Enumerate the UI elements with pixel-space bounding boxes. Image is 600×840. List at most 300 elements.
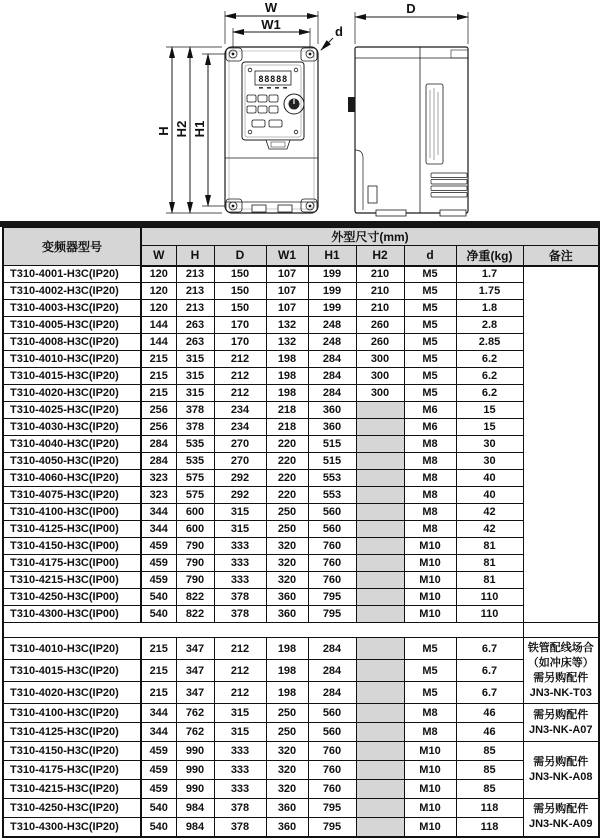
cell-W: 215 (141, 638, 176, 660)
cell-model: T310-4025-H3C(IP20) (3, 402, 141, 419)
cell-d: M6 (404, 419, 456, 436)
cell-W1: 250 (266, 521, 308, 538)
cell-H1: 795 (308, 589, 356, 606)
dim-label-w: W (264, 0, 278, 15)
cell-model: T310-4100-H3C(IP00) (3, 504, 141, 521)
cell-D: 212 (214, 682, 266, 704)
cell-D: 212 (214, 660, 266, 682)
cell-D: 170 (214, 317, 266, 334)
cell-model: T310-4003-H3C(IP20) (3, 300, 141, 317)
dim-label-h1: H1 (192, 120, 207, 138)
cell-W: 540 (141, 818, 176, 837)
cell-H2: 210 (356, 300, 404, 317)
cell-D: 315 (214, 723, 266, 742)
cell-D: 150 (214, 266, 266, 283)
cell-W: 344 (141, 704, 176, 723)
cell-D: 292 (214, 470, 266, 487)
cell-D: 234 (214, 402, 266, 419)
table-row (3, 606, 599, 623)
cell-H2 (356, 453, 404, 470)
table-row (3, 283, 599, 300)
cell-weight: 42 (456, 521, 523, 538)
table-row (3, 402, 599, 419)
table-row (3, 334, 599, 351)
cell-d: M10 (404, 818, 456, 837)
table-row (3, 368, 599, 385)
cell-model: T310-4075-H3C(IP20) (3, 487, 141, 504)
cell-H: 600 (176, 521, 214, 538)
cell-d: M6 (404, 402, 456, 419)
cell-D: 378 (214, 606, 266, 623)
cell-weight: 81 (456, 538, 523, 555)
col-header-d: d (404, 246, 456, 266)
drawing-canvas (0, 0, 600, 221)
cell-model: T310-4150-H3C(IP20) (3, 742, 141, 761)
cell-H1: 248 (308, 334, 356, 351)
cell-H: 315 (176, 385, 214, 402)
cell-D: 212 (214, 351, 266, 368)
cell-W1: 107 (266, 283, 308, 300)
cell-model: T310-4300-H3C(IP00) (3, 606, 141, 623)
cell-H2 (356, 521, 404, 538)
cell-weight: 118 (456, 799, 523, 818)
separator-remark-cell (523, 623, 599, 638)
cell-weight: 6.2 (456, 385, 523, 402)
cell-D: 333 (214, 572, 266, 589)
cell-weight: 81 (456, 555, 523, 572)
cell-H1: 248 (308, 317, 356, 334)
dim-label-h2: H2 (174, 120, 189, 138)
cell-H1: 199 (308, 266, 356, 283)
cell-W: 459 (141, 555, 176, 572)
table-row (3, 453, 599, 470)
cell-H1: 795 (308, 799, 356, 818)
cell-weight: 110 (456, 589, 523, 606)
cell-W1: 218 (266, 402, 308, 419)
cell-weight: 15 (456, 419, 523, 436)
cell-W1: 220 (266, 453, 308, 470)
cell-H: 347 (176, 638, 214, 660)
cell-H2 (356, 402, 404, 419)
cell-W1: 320 (266, 572, 308, 589)
cell-H2: 260 (356, 334, 404, 351)
cell-D: 333 (214, 555, 266, 572)
cell-D: 315 (214, 521, 266, 538)
cell-H1: 560 (308, 521, 356, 538)
cell-W: 459 (141, 780, 176, 799)
cell-d: M5 (404, 300, 456, 317)
cell-d: M10 (404, 799, 456, 818)
cell-W1: 198 (266, 682, 308, 704)
cell-H2 (356, 638, 404, 660)
cell-W: 540 (141, 589, 176, 606)
cell-D: 212 (214, 368, 266, 385)
cell-d: M8 (404, 504, 456, 521)
cell-W: 344 (141, 521, 176, 538)
cell-H2 (356, 606, 404, 623)
col-header-dims-group: 外型尺寸(mm) (141, 228, 599, 246)
cell-W1: 360 (266, 818, 308, 837)
cell-d: M10 (404, 538, 456, 555)
col-header-remark: 备注 (523, 246, 599, 266)
cell-weight: 6.7 (456, 682, 523, 704)
remark-cell: 需另购配件 JN3-NK-A07 (523, 704, 599, 742)
cell-H2 (356, 470, 404, 487)
cell-model: T310-4250-H3C(IP00) (3, 589, 141, 606)
cell-W1: 198 (266, 385, 308, 402)
cell-model: T310-4060-H3C(IP20) (3, 470, 141, 487)
cell-model: T310-4010-H3C(IP20) (3, 638, 141, 660)
cell-model: T310-4020-H3C(IP20) (3, 385, 141, 402)
cell-W: 215 (141, 682, 176, 704)
cell-weight: 110 (456, 606, 523, 623)
cell-W: 215 (141, 660, 176, 682)
cell-W1: 218 (266, 419, 308, 436)
cell-H1: 199 (308, 283, 356, 300)
cell-weight: 1.8 (456, 300, 523, 317)
cell-d: M8 (404, 723, 456, 742)
cell-W: 215 (141, 385, 176, 402)
cell-H2: 210 (356, 283, 404, 300)
cell-H: 347 (176, 660, 214, 682)
dimension-drawings (0, 0, 600, 221)
cell-W1: 320 (266, 761, 308, 780)
cell-H1: 360 (308, 402, 356, 419)
cell-H2 (356, 723, 404, 742)
table-row (3, 436, 599, 453)
cell-model: T310-4100-H3C(IP20) (3, 704, 141, 723)
cell-W: 540 (141, 799, 176, 818)
cell-H: 790 (176, 572, 214, 589)
cell-H: 822 (176, 606, 214, 623)
cell-weight: 2.85 (456, 334, 523, 351)
cell-W: 284 (141, 453, 176, 470)
cell-D: 378 (214, 799, 266, 818)
table-row (3, 470, 599, 487)
cell-H1: 199 (308, 300, 356, 317)
cell-H: 378 (176, 402, 214, 419)
cell-D: 333 (214, 780, 266, 799)
cell-D: 270 (214, 436, 266, 453)
cell-H2 (356, 572, 404, 589)
cell-d: M5 (404, 368, 456, 385)
cell-H1: 284 (308, 351, 356, 368)
dim-label-w1: W1 (261, 17, 281, 32)
cell-W1: 198 (266, 351, 308, 368)
cell-H1: 284 (308, 682, 356, 704)
cell-W1: 198 (266, 368, 308, 385)
cell-D: 234 (214, 419, 266, 436)
dim-label-d-hole: d (335, 24, 343, 39)
cell-H1: 760 (308, 538, 356, 555)
remark-cell: 需另购配件 JN3-NK-A08 (523, 742, 599, 799)
cell-D: 333 (214, 761, 266, 780)
cell-H: 315 (176, 368, 214, 385)
cell-model: T310-4020-H3C(IP20) (3, 682, 141, 704)
cell-model: T310-4050-H3C(IP20) (3, 453, 141, 470)
table-row (3, 761, 599, 780)
cell-H1: 360 (308, 419, 356, 436)
table-row (3, 682, 599, 704)
cell-weight: 85 (456, 742, 523, 761)
cell-H2 (356, 704, 404, 723)
cell-H1: 760 (308, 572, 356, 589)
cell-H: 347 (176, 682, 214, 704)
cell-model: T310-4015-H3C(IP20) (3, 368, 141, 385)
cell-W1: 220 (266, 470, 308, 487)
cell-D: 212 (214, 385, 266, 402)
table-row (3, 317, 599, 334)
cell-H: 535 (176, 436, 214, 453)
cell-D: 150 (214, 300, 266, 317)
cell-H1: 515 (308, 453, 356, 470)
cell-D: 315 (214, 504, 266, 521)
cell-W: 344 (141, 504, 176, 521)
cell-d: M5 (404, 638, 456, 660)
cell-weight: 2.8 (456, 317, 523, 334)
cell-H: 984 (176, 799, 214, 818)
front-view-drawing (156, 0, 343, 213)
inverter-side-body (355, 47, 468, 213)
cell-W: 215 (141, 368, 176, 385)
cell-model: T310-4215-H3C(IP00) (3, 572, 141, 589)
cell-H: 762 (176, 704, 214, 723)
cell-H1: 760 (308, 555, 356, 572)
cell-H2 (356, 555, 404, 572)
cell-W1: 250 (266, 504, 308, 521)
cell-W: 323 (141, 487, 176, 504)
cell-W1: 320 (266, 742, 308, 761)
cell-H2 (356, 761, 404, 780)
table-row (3, 799, 599, 818)
cell-d: M8 (404, 487, 456, 504)
cell-d: M8 (404, 470, 456, 487)
cell-W1: 250 (266, 704, 308, 723)
cell-H: 822 (176, 589, 214, 606)
display-digits: 88888 (258, 75, 288, 85)
cell-W: 144 (141, 334, 176, 351)
col-header-W: W (141, 246, 176, 266)
cell-W1: 107 (266, 300, 308, 317)
cell-H1: 760 (308, 761, 356, 780)
col-header-model: 变频器型号 (3, 228, 141, 266)
table-row (3, 419, 599, 436)
col-header-H1: H1 (308, 246, 356, 266)
cell-weight: 6.7 (456, 638, 523, 660)
cell-H1: 560 (308, 704, 356, 723)
cell-H: 575 (176, 487, 214, 504)
cell-d: M5 (404, 334, 456, 351)
cell-model: T310-4175-H3C(IP20) (3, 761, 141, 780)
cell-weight: 6.2 (456, 368, 523, 385)
cell-d: M8 (404, 704, 456, 723)
cell-H2 (356, 799, 404, 818)
cell-H1: 560 (308, 504, 356, 521)
table-row (3, 300, 599, 317)
cell-H1: 560 (308, 723, 356, 742)
cell-W1: 320 (266, 538, 308, 555)
table-row (3, 504, 599, 521)
col-header-H: H (176, 246, 214, 266)
cell-H2 (356, 742, 404, 761)
cell-H: 762 (176, 723, 214, 742)
cell-H2 (356, 419, 404, 436)
header-row-1 (3, 228, 599, 246)
cell-weight: 46 (456, 704, 523, 723)
table-row (3, 704, 599, 723)
cell-d: M10 (404, 780, 456, 799)
cell-W1: 220 (266, 436, 308, 453)
cell-H: 984 (176, 818, 214, 837)
dim-label-h: H (156, 126, 171, 136)
cell-H: 535 (176, 453, 214, 470)
cell-d: M5 (404, 317, 456, 334)
cell-H1: 795 (308, 818, 356, 837)
cell-H: 790 (176, 555, 214, 572)
cell-H2 (356, 436, 404, 453)
cell-W: 215 (141, 351, 176, 368)
table-row (3, 780, 599, 799)
cell-weight: 42 (456, 504, 523, 521)
cell-model: T310-4125-H3C(IP00) (3, 521, 141, 538)
cell-weight: 81 (456, 572, 523, 589)
cell-D: 333 (214, 538, 266, 555)
cell-weight: 85 (456, 761, 523, 780)
cell-d: M10 (404, 606, 456, 623)
table-row (3, 818, 599, 837)
cell-d: M10 (404, 589, 456, 606)
cell-H: 263 (176, 317, 214, 334)
cell-H1: 760 (308, 742, 356, 761)
cell-D: 170 (214, 334, 266, 351)
cell-W: 120 (141, 283, 176, 300)
col-header-weight: 净重(kg) (456, 246, 523, 266)
cell-W1: 250 (266, 723, 308, 742)
cell-H: 213 (176, 300, 214, 317)
separator-row (3, 623, 599, 638)
cell-d: M5 (404, 351, 456, 368)
remark-cell: 需另购配件 JN3-NK-A09 (523, 799, 599, 837)
cell-model: T310-4215-H3C(IP20) (3, 780, 141, 799)
cell-W: 323 (141, 470, 176, 487)
cell-d: M10 (404, 761, 456, 780)
cell-H2: 300 (356, 351, 404, 368)
cell-model: T310-4040-H3C(IP20) (3, 436, 141, 453)
cell-H2 (356, 589, 404, 606)
table-row (3, 555, 599, 572)
table-row (3, 723, 599, 742)
cell-weight: 6.2 (456, 351, 523, 368)
table-row (3, 538, 599, 555)
cell-H1: 284 (308, 385, 356, 402)
cell-H1: 553 (308, 487, 356, 504)
cell-W1: 198 (266, 638, 308, 660)
cell-weight: 40 (456, 470, 523, 487)
cell-d: M10 (404, 742, 456, 761)
cell-d: M8 (404, 436, 456, 453)
cell-D: 315 (214, 704, 266, 723)
cell-model: T310-4010-H3C(IP20) (3, 351, 141, 368)
cell-H2 (356, 660, 404, 682)
cell-H: 213 (176, 283, 214, 300)
cell-H2 (356, 504, 404, 521)
col-header-W1: W1 (266, 246, 308, 266)
cell-H: 378 (176, 419, 214, 436)
col-header-D: D (214, 246, 266, 266)
cell-H2: 260 (356, 317, 404, 334)
cell-W: 459 (141, 761, 176, 780)
cell-weight: 85 (456, 780, 523, 799)
cell-H2 (356, 780, 404, 799)
cell-H2: 300 (356, 368, 404, 385)
cell-W: 120 (141, 300, 176, 317)
cell-weight: 30 (456, 436, 523, 453)
cell-W: 144 (141, 317, 176, 334)
cell-model: T310-4008-H3C(IP20) (3, 334, 141, 351)
cell-D: 270 (214, 453, 266, 470)
cell-H: 600 (176, 504, 214, 521)
cell-H2 (356, 818, 404, 837)
cell-W1: 198 (266, 660, 308, 682)
cell-H2: 210 (356, 266, 404, 283)
cell-H2 (356, 682, 404, 704)
side-view-drawing (348, 1, 468, 216)
cell-W: 256 (141, 419, 176, 436)
cell-W: 459 (141, 572, 176, 589)
cell-W1: 132 (266, 334, 308, 351)
cell-weight: 46 (456, 723, 523, 742)
cell-D: 150 (214, 283, 266, 300)
cell-d: M5 (404, 682, 456, 704)
cell-H1: 760 (308, 780, 356, 799)
remark-cell: 铁管配线场合 （如冲床等） 需另购配件 JN3-NK-T03 (523, 638, 599, 704)
cell-d: M10 (404, 555, 456, 572)
cell-H: 263 (176, 334, 214, 351)
table-row (3, 742, 599, 761)
cell-model: T310-4015-H3C(IP20) (3, 660, 141, 682)
mounting-tab (348, 97, 355, 112)
cell-weight: 6.7 (456, 660, 523, 682)
cell-model: T310-4175-H3C(IP00) (3, 555, 141, 572)
cell-model: T310-4030-H3C(IP20) (3, 419, 141, 436)
cell-model: T310-4300-H3C(IP20) (3, 818, 141, 837)
cell-model: T310-4001-H3C(IP20) (3, 266, 141, 283)
cell-d: M8 (404, 453, 456, 470)
cell-W: 540 (141, 606, 176, 623)
cell-H2: 300 (356, 385, 404, 402)
table-row (3, 521, 599, 538)
remark-cell (523, 266, 599, 623)
cell-d: M10 (404, 572, 456, 589)
cell-weight: 1.7 (456, 266, 523, 283)
cell-d: M5 (404, 283, 456, 300)
cell-model: T310-4150-H3C(IP00) (3, 538, 141, 555)
cell-W1: 360 (266, 589, 308, 606)
cell-model: T310-4002-H3C(IP20) (3, 283, 141, 300)
cell-d: M5 (404, 660, 456, 682)
cell-W1: 320 (266, 780, 308, 799)
table-row (3, 385, 599, 402)
cell-W: 459 (141, 538, 176, 555)
cell-D: 378 (214, 589, 266, 606)
cell-model: T310-4005-H3C(IP20) (3, 317, 141, 334)
cell-H1: 553 (308, 470, 356, 487)
cell-weight: 15 (456, 402, 523, 419)
cell-model: T310-4250-H3C(IP20) (3, 799, 141, 818)
table-row (3, 589, 599, 606)
cell-H1: 795 (308, 606, 356, 623)
cell-D: 378 (214, 818, 266, 837)
